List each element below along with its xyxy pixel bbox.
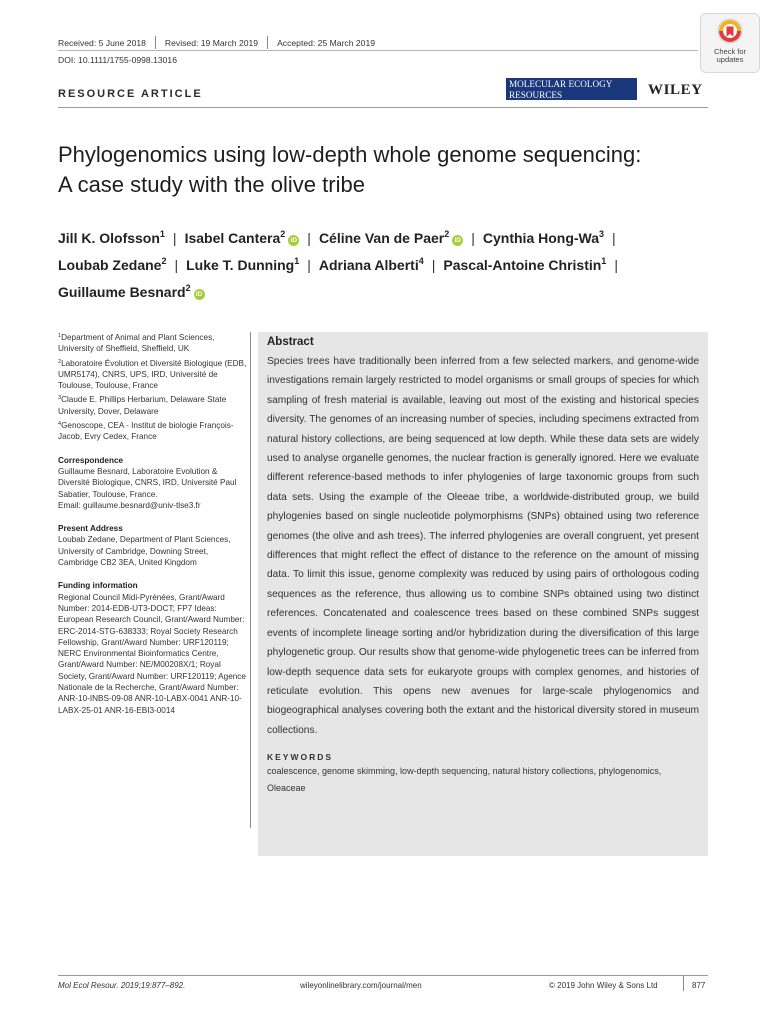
abstract-text: Species trees have traditionally been inferred from a few selected markers, and genome-wide investigations remain largely restricted to model organisms or small groups of species for which sampling of fresh material is available, leaving out most of the existing and historical species diversity. The genomes of an increasing number of species, including specimens extracted from natural history collections, are being sequenced at low depth. While these data sets are widely used to analyse organelle genomes, the nuclear fraction is generally ignored. Here we evaluate different reference-based methods to infer phylogenies of large taxonomic groups from such data sets. Using the example of the Oleeae tribe, a worldwide-distributed group, we build phylogenies based on single nucleotide polymorphisms (SNPs) obtained using two reference genomes (the olive and ash trees). The inferred phylogenies are overall congruent, yet present differences that might reflect the effect of distance to the reference on the amount of missing data. To limit this issue, genome complexity was reduced by using pairs of orthologous coding sequences as the reference, thus allowing us to combine SNPs obtained using two distinct references. Concatenated and coalescence trees based on these combined SNPs suggest events of incomplete lineage sorting and/or hybridization during the diversification of this large phylogenetic group. Our results show that genome-wide phylogenetic trees can be inferred from low-depth sequence data sets for eukaryote groups with complex genomes, and histories of reticulate evolution. This opens new avenues for large-scale phylogenomics and biogeographical analyses covering both the extant and the historical diversity stored in museum collections.: [267, 356, 699, 736]
affiliation-item: [58, 332, 248, 355]
footer-divider: [683, 976, 684, 991]
author-list: [58, 225, 718, 306]
author-name[interactable]: Cynthia Hong-Wa: [482, 230, 600, 246]
affiliation-item: [58, 420, 248, 443]
affiliation-number: 4: [58, 421, 62, 428]
title-line-1: Phylogenomics using low-depth whole genome sequencing:: [58, 142, 642, 167]
affiliation-text: Claude E. Phillips Herbarium, Delaware State University, Dover, Delaware: [58, 395, 227, 416]
funding-text: Regional Council Midi-Pyrénées, Grant/Award Number: 2014-EDB-UT3-DOCT; FP7 Ideas: European Research Council, Grant/Award Number: ERC-2014-STG-638333; Royal Society Research Fellowship, Grant/Award Number: URF120119; NERC Environmental Bioinformatics Centre, Grant/Award Number: NE/M00208X/1; Royal Society, Grant/Award Number: URF120119; Agence Nationale de la Recherche, Grant/Award Number: ANR-10-INBS-09-08 ANR-10-LABX-0041 ANR-10-LABX-25-01 ANR-16-EBI3-0014: [58, 592, 246, 715]
affiliation-item: [58, 394, 248, 417]
revised-date: Revised: 19 March 2019: [164, 37, 259, 48]
received-date: Received: 5 June 2018: [58, 37, 146, 48]
author-separator: |: [307, 257, 311, 273]
present-address-text: Loubab Zedane, Department of Plant Sciences, University of Cambridge, Downing Street, Cambridge CB2 3EA, United Kingdom: [58, 535, 231, 568]
author-name[interactable]: Isabel Cantera: [184, 230, 281, 246]
header-rule: [58, 50, 698, 51]
author-affiliation-marker: 2: [185, 283, 191, 293]
author-name[interactable]: Jill K. Olofsson: [58, 230, 160, 246]
affiliation-text: Genoscope, CEA - Institut de biologie François-Jacob, Evry Cedex, France: [58, 421, 234, 442]
author-name[interactable]: Guillaume Besnard: [58, 284, 186, 300]
footer-rule: [58, 975, 708, 976]
affiliations: [58, 332, 248, 443]
copyright-text: © 2019 John Wiley & Sons Ltd: [549, 981, 658, 990]
article-title: [58, 140, 718, 200]
author-separator: |: [431, 257, 436, 273]
author-affiliation-marker: 4: [418, 256, 424, 266]
citation-text: Mol Ecol Resour. 2019;19:877–892.: [58, 981, 186, 990]
journal-logo-line1: MOLECULAR ECOLOGY: [509, 79, 613, 89]
author-separator: |: [614, 257, 618, 273]
author-name[interactable]: Luke T. Dunning: [186, 257, 295, 273]
journal-logo[interactable]: [506, 78, 637, 100]
check-for-updates-icon: [716, 17, 744, 47]
correspondence-text: Guillaume Besnard, Laboratoire Evolution & Diversité Biologique, CNRS, IRD, Université Paul Sabatier, Toulouse, France.: [58, 466, 237, 499]
abstract-box: [258, 332, 708, 856]
author-separator: |: [174, 257, 179, 273]
author-affiliation-marker: 1: [601, 256, 607, 266]
author-affiliation-marker: 1: [159, 229, 165, 239]
badge-label: [714, 48, 746, 64]
doi-link[interactable]: DOI: 10.1111/1755-0998.13016: [58, 55, 177, 65]
author-name[interactable]: Loubab Zedane: [58, 257, 162, 273]
orcid-icon[interactable]: iD: [452, 235, 463, 246]
journal-logo-line2: RESOURCES: [509, 89, 563, 100]
present-address-heading: Present Address: [58, 524, 123, 534]
keywords-heading: KEYWORDS: [267, 752, 334, 763]
abstract-heading: Abstract: [267, 336, 314, 348]
column-divider: [250, 332, 251, 828]
author-affiliation-marker: 3: [599, 229, 605, 239]
sidebar-info: [58, 332, 248, 716]
title-line-2: A case study with the olive tribe: [58, 172, 365, 197]
orcid-icon[interactable]: iD: [194, 289, 205, 300]
affiliation-text: Department of Animal and Plant Sciences, University of Sheffield, Sheffield, UK: [58, 333, 215, 354]
affiliation-number: 3: [58, 395, 62, 402]
correspondence-email[interactable]: Email: guillaume.besnard@univ-tlse3.fr: [58, 500, 201, 510]
author-separator: |: [172, 230, 177, 246]
page-number: 877: [692, 981, 706, 990]
author-name[interactable]: Pascal-Antoine Christin: [443, 257, 602, 273]
check-for-updates-badge[interactable]: [700, 13, 760, 73]
author-name[interactable]: Céline Van de Paer: [318, 230, 445, 246]
author-affiliation-marker: 2: [444, 229, 450, 239]
keywords-text: coalescence, genome skimming, low-depth sequencing, natural history collections, phylogenomics, Oleaceae: [267, 766, 662, 794]
affiliation-number: 2: [58, 358, 62, 365]
badge-label-line1: Check for: [713, 47, 747, 56]
author-separator: |: [471, 230, 475, 246]
accepted-date: Accepted: 25 March 2019: [277, 37, 376, 48]
author-affiliation-marker: 2: [280, 229, 286, 239]
date-divider: [267, 36, 268, 49]
journal-rule: [58, 107, 708, 108]
affiliation-number: 1: [58, 333, 62, 339]
badge-label-line2: updates: [716, 55, 744, 64]
author-affiliation-marker: 1: [294, 256, 300, 266]
article-type-label: RESOURCE ARTICLE: [58, 88, 203, 100]
correspondence-heading: Correspondence: [58, 455, 124, 465]
publication-dates: [58, 36, 375, 49]
journal-url[interactable]: wileyonlinelibrary.com/journal/men: [300, 981, 422, 990]
author-affiliation-marker: 2: [161, 256, 167, 266]
author-separator: |: [307, 230, 311, 246]
publisher-logo[interactable]: WILEY: [648, 82, 703, 98]
affiliation-item: [58, 358, 248, 392]
funding-heading: Funding information: [58, 581, 138, 591]
orcid-icon[interactable]: iD: [288, 235, 299, 246]
affiliation-text: Laboratoire Évolution et Diversité Biologique (EDB, UMR5174), CNRS, UPS, IRD, Université de Toulouse, Toulouse, France: [58, 358, 247, 391]
date-divider: [155, 36, 156, 49]
author-name[interactable]: Adriana Alberti: [318, 257, 419, 273]
author-separator: |: [612, 230, 616, 246]
